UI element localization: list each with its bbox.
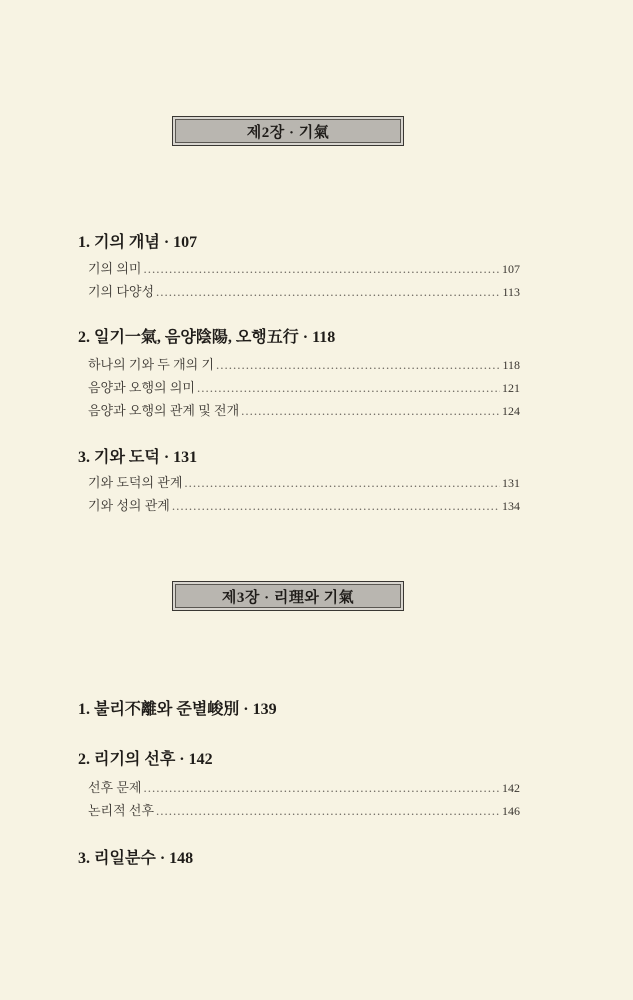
dot-leader bbox=[184, 475, 500, 491]
entry-page: 107 bbox=[502, 262, 520, 276]
entry-label: 음양과 오행의 관계 및 전개 bbox=[88, 403, 240, 418]
section-title: 1. 기의 개념 · 107 bbox=[78, 234, 198, 251]
entry-label: 논리적 선후 bbox=[88, 803, 155, 818]
entry-label: 기의 다양성 bbox=[88, 284, 155, 299]
section-title: 1. 불리不離와 준별峻別 · 139 bbox=[78, 701, 277, 718]
entry-label: 선후 문제 bbox=[88, 780, 142, 795]
entry-label: 음양과 오행의 의미 bbox=[88, 380, 195, 395]
chapter-2-header bbox=[172, 116, 404, 146]
entry-page: 131 bbox=[502, 476, 520, 490]
toc-entry[interactable] bbox=[88, 400, 520, 420]
entry-label: 하나의 기와 두 개의 기 bbox=[88, 357, 215, 372]
toc-entry[interactable] bbox=[88, 472, 520, 492]
toc-entry[interactable] bbox=[88, 377, 520, 397]
dot-leader bbox=[241, 403, 500, 419]
entry-label: 기의 의미 bbox=[88, 261, 142, 276]
dot-leader bbox=[172, 498, 500, 514]
toc-entry[interactable] bbox=[88, 777, 520, 797]
entry-page: 146 bbox=[502, 804, 520, 818]
dot-leader bbox=[143, 780, 500, 796]
toc-entry[interactable] bbox=[88, 800, 520, 820]
section-title: 2. 리기의 선후 · 142 bbox=[78, 751, 213, 768]
entry-label: 기와 도덕의 관계 bbox=[88, 475, 183, 490]
toc-entry[interactable] bbox=[88, 495, 520, 515]
chapter-3-title: 제3장 · 리理와 기氣 bbox=[221, 589, 355, 606]
chapter-3-header bbox=[172, 581, 404, 611]
entry-page: 113 bbox=[502, 285, 520, 299]
section-title: 2. 일기一氣, 음양陰陽, 오행五行 · 118 bbox=[78, 329, 336, 346]
dot-leader bbox=[197, 380, 500, 396]
entry-page: 118 bbox=[502, 358, 520, 372]
section-title: 3. 기와 도덕 · 131 bbox=[78, 449, 198, 466]
toc-entry[interactable] bbox=[88, 258, 520, 278]
dot-leader bbox=[156, 284, 500, 300]
entry-page: 121 bbox=[502, 381, 520, 395]
section-title: 3. 리일분수 · 148 bbox=[78, 850, 194, 867]
entry-page: 124 bbox=[502, 404, 520, 418]
entry-page: 142 bbox=[502, 781, 520, 795]
dot-leader bbox=[156, 803, 500, 819]
entry-page: 134 bbox=[502, 499, 520, 513]
entry-label: 기와 성의 관계 bbox=[88, 498, 170, 513]
dot-leader bbox=[216, 357, 500, 373]
toc-entry[interactable] bbox=[88, 281, 520, 301]
toc-entry[interactable] bbox=[88, 354, 520, 374]
dot-leader bbox=[143, 261, 500, 277]
chapter-2-title: 제2장 · 기氣 bbox=[246, 124, 330, 141]
